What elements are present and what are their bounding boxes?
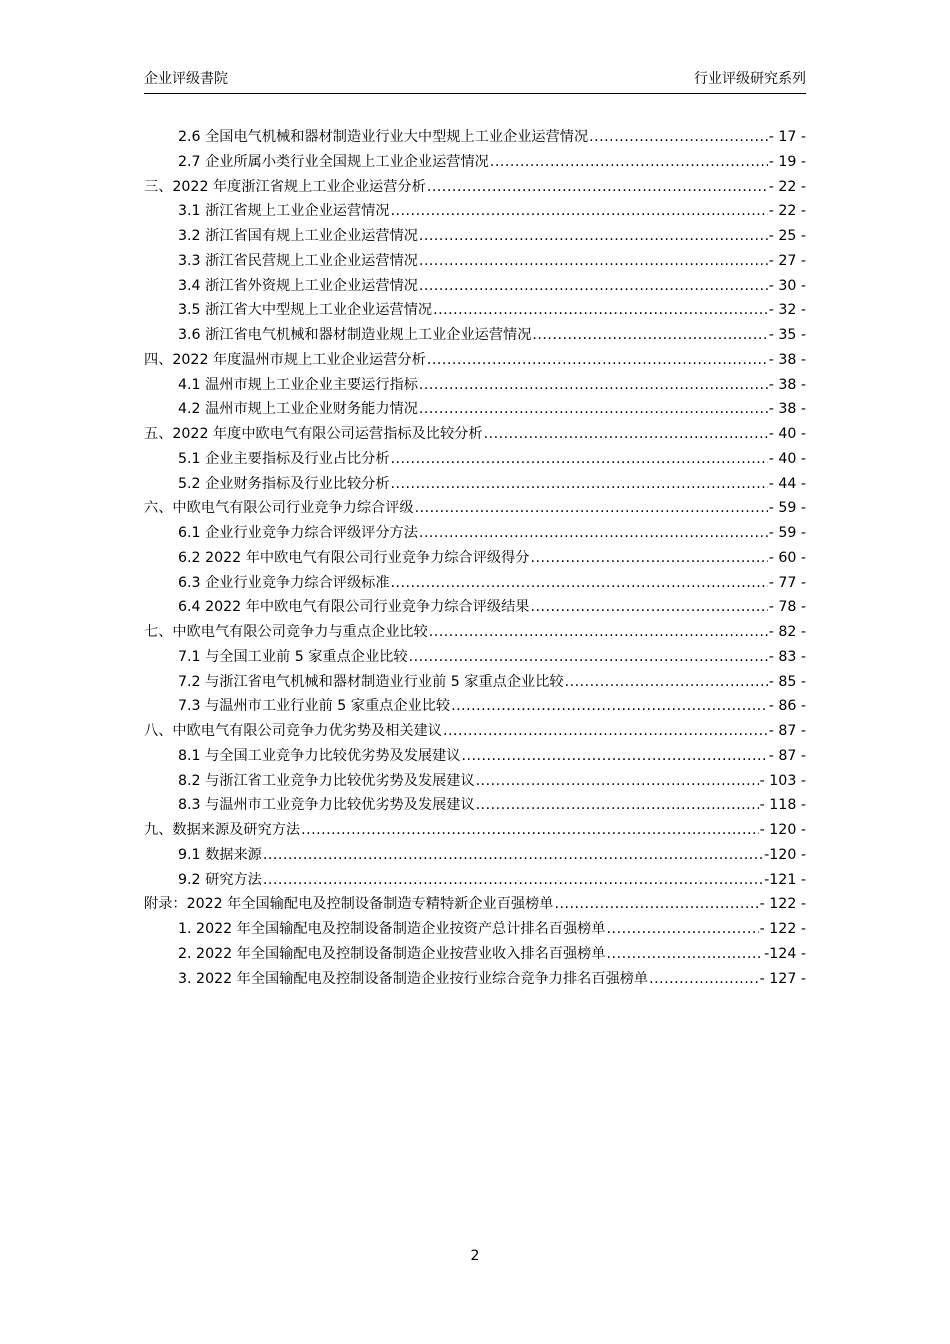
toc-entry-page: - 19 - bbox=[768, 153, 806, 170]
toc-entry-page: - 25 - bbox=[768, 228, 806, 244]
toc-dot-leader bbox=[391, 203, 768, 219]
toc-dot-leader bbox=[427, 179, 768, 195]
header-divider bbox=[144, 93, 806, 94]
toc-entry-page: - 118 - bbox=[759, 797, 806, 814]
toc-entry-title: 2. 2022 年全国输配电及控制设备制造企业按营业收入排名百强榜单 bbox=[178, 945, 606, 962]
toc-dot-leader bbox=[443, 723, 768, 739]
toc-dot-leader bbox=[419, 228, 768, 244]
toc-entry-page: - 86 - bbox=[768, 698, 806, 715]
toc-dot-leader bbox=[607, 946, 764, 962]
toc-entry-page: -120 - bbox=[764, 846, 806, 863]
toc-entry-title: 八、中欧电气有限公司竞争力优劣势及相关建议 bbox=[144, 723, 442, 739]
toc-dot-leader bbox=[530, 550, 767, 566]
toc-dot-leader bbox=[415, 500, 768, 516]
page-number: 2 bbox=[470, 1248, 480, 1264]
toc-dot-leader bbox=[301, 822, 759, 838]
toc-entry-title: 8.1 与全国工业竞争力比较优劣势及发展建议 bbox=[178, 747, 461, 764]
toc-entry[interactable] bbox=[144, 250, 806, 275]
toc-entry-page: - 77 - bbox=[768, 574, 806, 591]
toc-entry-title: 5.1 企业主要指标及行业占比分析 bbox=[178, 450, 390, 467]
toc-entry-page: - 60 - bbox=[768, 549, 806, 566]
toc-entry-page: - 59 - bbox=[768, 525, 806, 541]
toc-dot-leader bbox=[419, 377, 768, 393]
toc-entry-page: - 38 - bbox=[768, 401, 806, 418]
toc-entry[interactable] bbox=[144, 869, 806, 894]
toc-entry-title: 3.3 浙江省民营规上工业企业运营情况 bbox=[178, 252, 418, 269]
toc-dot-leader bbox=[555, 896, 759, 912]
toc-entry[interactable] bbox=[144, 275, 806, 300]
toc-entry-title: 5.2 企业财务指标及行业比较分析 bbox=[178, 475, 390, 492]
toc-entry-title: 3.4 浙江省外资规上工业企业运营情况 bbox=[178, 277, 418, 294]
toc-entry[interactable] bbox=[144, 819, 806, 844]
toc-entry-title: 七、中欧电气有限公司竞争力与重点企业比较 bbox=[144, 624, 428, 640]
toc-entry-page: - 127 - bbox=[759, 970, 806, 987]
toc-entry[interactable] bbox=[144, 720, 806, 745]
toc-entry-title: 3.2 浙江省国有规上工业企业运营情况 bbox=[178, 228, 418, 244]
toc-entry-title: 6.1 企业行业竞争力综合评级评分方法 bbox=[178, 525, 418, 541]
toc-dot-leader bbox=[419, 253, 768, 269]
toc-dot-leader bbox=[391, 476, 768, 492]
toc-entry[interactable] bbox=[144, 547, 806, 572]
toc-entry-title: 3.5 浙江省大中型规上工业企业运营情况 bbox=[178, 302, 433, 319]
toc-dot-leader bbox=[532, 327, 767, 343]
toc-entry-page: - 38 - bbox=[768, 351, 806, 368]
toc-dot-leader bbox=[419, 278, 768, 294]
toc-entry-page: - 83 - bbox=[768, 648, 806, 665]
toc-entry[interactable] bbox=[144, 225, 806, 250]
toc-entry[interactable] bbox=[144, 621, 806, 646]
table-of-contents bbox=[144, 126, 806, 992]
toc-dot-leader bbox=[263, 847, 763, 863]
toc-entry[interactable] bbox=[144, 176, 806, 201]
toc-dot-leader bbox=[649, 971, 759, 987]
toc-dot-leader bbox=[484, 426, 768, 442]
toc-entry-page: - 32 - bbox=[768, 302, 806, 319]
toc-entry-page: - 44 - bbox=[768, 475, 806, 492]
toc-dot-leader bbox=[607, 921, 759, 937]
toc-entry-title: 附录：2022 年全国输配电及控制设备制造专精特新企业百强榜单 bbox=[144, 896, 554, 913]
toc-entry[interactable] bbox=[144, 423, 806, 448]
toc-entry[interactable] bbox=[144, 572, 806, 597]
toc-entry-page: -124 - bbox=[764, 945, 806, 962]
toc-entry[interactable] bbox=[144, 968, 806, 993]
toc-entry-title: 三、2022 年度浙江省规上工业企业运营分析 bbox=[144, 178, 426, 195]
toc-dot-leader bbox=[490, 154, 768, 170]
toc-entry-title: 九、数据来源及研究方法 bbox=[144, 822, 301, 838]
toc-entry-page: - 40 - bbox=[768, 426, 806, 442]
toc-entry[interactable] bbox=[144, 770, 806, 795]
toc-entry-title: 2.6 全国电气机械和器材制造业行业大中型规上工业企业运营情况 bbox=[178, 129, 589, 145]
toc-entry[interactable] bbox=[144, 349, 806, 374]
toc-dot-leader bbox=[391, 575, 768, 591]
toc-entry-page: - 40 - bbox=[768, 450, 806, 467]
header-right-text: 行业评级研究系列 bbox=[694, 71, 806, 87]
toc-entry-title: 9.2 研究方法 bbox=[178, 871, 262, 888]
toc-entry-title: 3.1 浙江省规上工业企业运营情况 bbox=[178, 203, 390, 220]
toc-dot-leader bbox=[565, 674, 768, 690]
toc-dot-leader bbox=[419, 525, 768, 541]
toc-entry[interactable] bbox=[144, 151, 806, 176]
toc-entry[interactable] bbox=[144, 522, 806, 547]
toc-entry-page: - 120 - bbox=[759, 822, 806, 838]
toc-entry-title: 2.7 企业所属小类行业全国规上工业企业运营情况 bbox=[178, 153, 489, 170]
toc-entry-page: - 17 - bbox=[768, 129, 806, 145]
toc-dot-leader bbox=[476, 797, 759, 813]
toc-entry-page: - 87 - bbox=[768, 723, 806, 739]
toc-entry-title: 6.4 2022 年中欧电气有限公司行业竞争力综合评级结果 bbox=[178, 599, 530, 616]
toc-entry-title: 4.1 温州市规上工业企业主要运行指标 bbox=[178, 376, 418, 393]
toc-entry[interactable] bbox=[144, 794, 806, 819]
toc-entry[interactable] bbox=[144, 200, 806, 225]
toc-dot-leader bbox=[476, 773, 759, 789]
toc-entry-title: 8.3 与温州市工业竞争力比较优劣势及发展建议 bbox=[178, 797, 475, 814]
toc-entry[interactable] bbox=[144, 374, 806, 399]
toc-dot-leader bbox=[433, 302, 768, 318]
toc-entry-page: - 82 - bbox=[768, 624, 806, 640]
toc-entry[interactable] bbox=[144, 398, 806, 423]
toc-entry-title: 8.2 与浙江省工业竞争力比较优劣势及发展建议 bbox=[178, 772, 475, 789]
toc-entry-page: - 122 - bbox=[759, 921, 806, 937]
toc-dot-leader bbox=[461, 748, 767, 764]
toc-entry-title: 五、2022 年度中欧电气有限公司运营指标及比较分析 bbox=[144, 426, 483, 442]
toc-entry-page: - 78 - bbox=[768, 599, 806, 616]
toc-entry-page: - 27 - bbox=[768, 252, 806, 269]
toc-entry-page: - 38 - bbox=[768, 376, 806, 393]
toc-entry-title: 四、2022 年度温州市规上工业企业运营分析 bbox=[144, 351, 426, 368]
toc-entry-page: - 59 - bbox=[768, 500, 806, 517]
toc-entry[interactable] bbox=[144, 745, 806, 770]
toc-entry[interactable] bbox=[144, 299, 806, 324]
toc-entry[interactable] bbox=[144, 893, 806, 918]
toc-entry-page: - 103 - bbox=[759, 772, 806, 789]
toc-entry-page: - 30 - bbox=[768, 277, 806, 294]
toc-entry[interactable] bbox=[144, 126, 806, 151]
toc-entry-page: - 85 - bbox=[768, 673, 806, 690]
toc-dot-leader bbox=[263, 872, 763, 888]
toc-entry[interactable] bbox=[144, 943, 806, 968]
toc-dot-leader bbox=[429, 624, 768, 640]
toc-entry-page: - 35 - bbox=[768, 327, 806, 343]
toc-entry-title: 3. 2022 年全国输配电及控制设备制造企业按行业综合竞争力排名百强榜单 bbox=[178, 970, 649, 987]
toc-entry-page: -121 - bbox=[764, 871, 806, 888]
toc-entry[interactable] bbox=[144, 695, 806, 720]
toc-entry-title: 六、中欧电气有限公司行业竞争力综合评级 bbox=[144, 500, 414, 517]
toc-entry[interactable] bbox=[144, 324, 806, 349]
toc-entry[interactable] bbox=[144, 918, 806, 943]
toc-entry[interactable] bbox=[144, 671, 806, 696]
toc-entry[interactable] bbox=[144, 448, 806, 473]
toc-dot-leader bbox=[419, 401, 768, 417]
toc-entry-title: 7.3 与温州市工业行业前 5 家重点企业比较 bbox=[178, 698, 451, 715]
toc-entry[interactable] bbox=[144, 473, 806, 498]
toc-entry-title: 4.2 温州市规上工业企业财务能力情况 bbox=[178, 401, 418, 418]
toc-dot-leader bbox=[451, 698, 768, 714]
toc-entry-title: 7.2 与浙江省电气机械和器材制造业行业前 5 家重点企业比较 bbox=[178, 673, 564, 690]
toc-entry[interactable] bbox=[144, 497, 806, 522]
toc-entry-title: 3.6 浙江省电气机械和器材制造业规上工业企业运营情况 bbox=[178, 327, 532, 343]
toc-entry-page: - 22 - bbox=[768, 178, 806, 195]
toc-dot-leader bbox=[427, 352, 768, 368]
toc-entry-title: 1. 2022 年全国输配电及控制设备制造企业按资产总计排名百强榜单 bbox=[178, 921, 606, 937]
toc-dot-leader bbox=[530, 599, 767, 615]
toc-entry-title: 6.2 2022 年中欧电气有限公司行业竞争力综合评级得分 bbox=[178, 549, 530, 566]
toc-entry-page: - 22 - bbox=[768, 203, 806, 220]
toc-entry[interactable] bbox=[144, 596, 806, 621]
toc-entry-title: 6.3 企业行业竞争力综合评级标准 bbox=[178, 574, 390, 591]
toc-entry[interactable] bbox=[144, 646, 806, 671]
header-left-text: 企业评级書院 bbox=[144, 71, 228, 87]
toc-dot-leader bbox=[409, 649, 768, 665]
toc-dot-leader bbox=[589, 129, 768, 145]
toc-entry-title: 7.1 与全国工业前 5 家重点企业比较 bbox=[178, 648, 408, 665]
toc-entry-page: - 87 - bbox=[768, 747, 806, 764]
page-header bbox=[144, 66, 806, 88]
toc-entry-title: 9.1 数据来源 bbox=[178, 846, 262, 863]
toc-dot-leader bbox=[391, 451, 768, 467]
toc-entry[interactable] bbox=[144, 844, 806, 869]
toc-entry-page: - 122 - bbox=[759, 896, 806, 913]
